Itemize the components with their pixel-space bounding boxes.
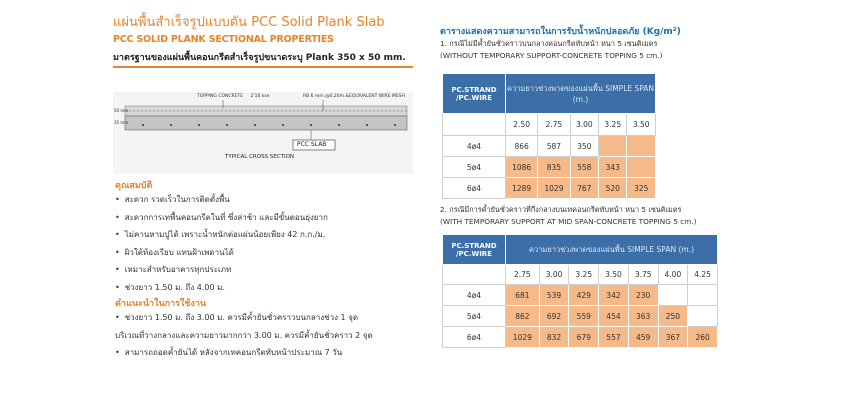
cell: 1029 (538, 178, 570, 199)
dim-top: 50 mm (114, 108, 129, 113)
row-label: 5ø4 (443, 157, 506, 178)
table1-span: 2.50 (506, 114, 538, 136)
feature-item: • เหมาะสำหรับอาคารทุกประเภท (115, 261, 328, 279)
usage-heading: คำแนะนำในการใช้งาน (115, 299, 207, 309)
table1-head-span: ความยาวช่วงพาดของแผ่นพื้น SIMPLE SPAN (m.) (506, 74, 656, 114)
usage-item: บริเวณที่วางกลางและความยาวมากกว่า 3.00 ม. ควรมีค้ำยันชั่วคราว 2 จุด (115, 330, 373, 340)
table2-corner (443, 265, 506, 285)
cell: 1029 (506, 327, 540, 348)
usage-item: • สามารถถอดค้ำยันได้ หลังจากเทคอนกรีตทับหน้าประมาณ 7 วัน (115, 344, 373, 362)
feature-item: • สะดวกการเทพื้นคอนกรีตในที่ ซึ่งล่าช้า และมีขั้นตอนยุ่งยาก (115, 209, 328, 227)
cell: 363 (628, 306, 658, 327)
table2-note-en: (WITH TEMPORARY SUPPORT AT MID SPAN-CONCRETE TOPPING 5 cm.) (440, 216, 697, 226)
table2-span: 3.50 (599, 265, 629, 285)
page-title: แผ่นพื้นสำเร็จรูปแบบตัน PCC Solid Plank Slab (113, 15, 385, 30)
cell: 557 (599, 327, 629, 348)
cell: 1086 (506, 157, 538, 178)
table-row (443, 306, 718, 327)
load-table-2 (442, 234, 718, 348)
cell: 260 (688, 327, 718, 348)
table1-span: 3.50 (627, 114, 656, 136)
feature-item: • ผิวใต้ท้องเรียบ แทนฝ้าเพดานได้ (115, 244, 328, 262)
cell: 866 (506, 136, 538, 157)
table2-note-th: 2. กรณีมีการค้ำยันชั่วคราวที่กึ่งกลางบนเทคอนกรีตทับหน้า หนา 5 เซนติเมตร (440, 205, 682, 214)
usage-item: • ช่วงยาว 1.50 ม. ถึง 3.00 ม. ควรมีค้ำยันชั่วคราวบนกลางช่วง 1 จุด (115, 309, 373, 327)
table2-span: 4.25 (688, 265, 718, 285)
cell: 350 (570, 136, 598, 157)
cell (688, 306, 718, 327)
table-row (443, 327, 718, 348)
features-heading: คุณสมบัติ (115, 181, 153, 191)
topping-label: TOPPING CONCRETE (197, 94, 244, 99)
diagram-caption: TYPICAL CROSS SECTION (225, 154, 295, 160)
cell: 559 (569, 306, 599, 327)
cell: 342 (599, 285, 629, 306)
cell: 558 (570, 157, 598, 178)
load-table-1 (442, 73, 656, 199)
feature-item: • ไม่คานหามปูได้ เพราะน้ำหนักต่อแผ่นน้อยเพียง 42 ก.ก./ม. (115, 226, 328, 244)
cell (658, 285, 688, 306)
table2-span: 3.00 (539, 265, 569, 285)
feature-item: • ช่วงยาว 1.50 ม. ถึง 4.00 ม. (115, 279, 328, 297)
cell: 681 (506, 285, 540, 306)
table-row (443, 285, 718, 306)
cell (599, 136, 627, 157)
row-label: 4ø4 (443, 285, 506, 306)
cell: 454 (599, 306, 629, 327)
cell: 539 (539, 285, 569, 306)
cell: 459 (628, 327, 658, 348)
cell: 230 (628, 285, 658, 306)
cell (627, 157, 656, 178)
table2-span: 4.00 (658, 265, 688, 285)
dim-bottom: 35 mm (114, 120, 129, 125)
cell: 429 (569, 285, 599, 306)
cell: 862 (506, 306, 540, 327)
table-row (443, 178, 656, 199)
divider (113, 66, 413, 68)
cross-section-diagram (113, 92, 413, 174)
mesh-label: RB 6 mm.@0.20m.&EQUIVALENT WIRE MESH (303, 94, 405, 99)
load-table-title: ตารางแสดงความสามารถในการรับน้ำหนักปลอดภัย (Kg/m²) (440, 27, 681, 37)
table1-corner (443, 114, 506, 136)
cell: 679 (569, 327, 599, 348)
usage-list (115, 309, 373, 362)
topping-dim: 2'10 kse (250, 94, 270, 99)
cell: 367 (658, 327, 688, 348)
cell: 587 (538, 136, 570, 157)
table-row (443, 157, 656, 178)
table1-span: 3.00 (570, 114, 598, 136)
row-label: 6ø4 (443, 178, 506, 199)
cell (688, 285, 718, 306)
cell: 325 (627, 178, 656, 199)
table2-head-span: ความยาวช่วงพาดของแผ่นพื้น SIMPLE SPAN (m.) (506, 235, 718, 265)
left-column (113, 14, 413, 357)
table1-note-th: 1. กรณีไม่มีค้ำยันชั่วคราวบนกลางคอนกรีตทับหน้า หนา 5 เซนติเมตร (440, 39, 658, 48)
table1-head-strand: PC.STRAND /PC.WIRE (443, 74, 506, 114)
sectional-properties-heading: PCC SOLID PLANK SECTIONAL PROPERTIES (113, 34, 334, 45)
cell (627, 136, 656, 157)
row-label: 6ø4 (443, 327, 506, 348)
plank-standard-text: มาตรฐานของแผ่นพื้นคอนกรีตสำเร็จรูปขนาดระบุ Plank 350 x 50 mm. (113, 53, 406, 63)
cell: 1289 (506, 178, 538, 199)
cell: 767 (570, 178, 598, 199)
cell: 692 (539, 306, 569, 327)
features-list (115, 191, 328, 296)
cell: 832 (539, 327, 569, 348)
table1-span: 2.75 (538, 114, 570, 136)
row-label: 5ø4 (443, 306, 506, 327)
cell: 343 (599, 157, 627, 178)
cell: 520 (599, 178, 627, 199)
table2-span: 3.75 (628, 265, 658, 285)
row-label: 4ø4 (443, 136, 506, 157)
pcc-slab-label: PCC SLAB (297, 141, 327, 148)
feature-item: • สะดวก รวดเร็วในการติดตั้งพื้น (115, 191, 328, 209)
table2-span: 3.25 (569, 265, 599, 285)
cell: 250 (658, 306, 688, 327)
table-row (443, 136, 656, 157)
table2-head-strand: PC.STRAND /PC.WIRE (443, 235, 506, 265)
table1-span: 3.25 (599, 114, 627, 136)
table2-span: 2.75 (506, 265, 540, 285)
table1-note-en: (WITHOUT TEMPORARY SUPPORT-CONCRETE TOPPING 5 cm.) (440, 50, 663, 60)
cross-section-drawing (113, 92, 413, 174)
cell: 835 (538, 157, 570, 178)
